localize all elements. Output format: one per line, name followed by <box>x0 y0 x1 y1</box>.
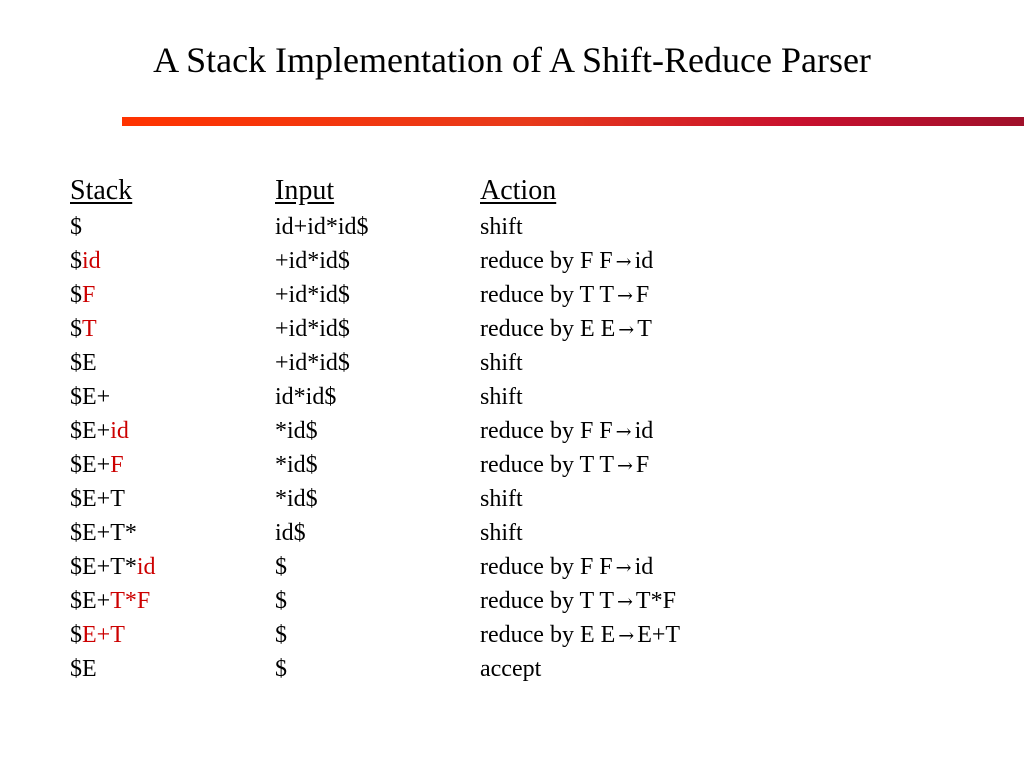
action-text: shift <box>480 350 523 376</box>
action-text: reduce by F <box>480 554 594 580</box>
right-arrow-icon: → <box>615 251 632 273</box>
stack-cell <box>70 278 95 312</box>
action-text: accept <box>480 656 542 682</box>
stack-cell <box>70 414 129 448</box>
parse-trace-table <box>0 210 1024 686</box>
production-rhs: id <box>634 248 654 274</box>
stack-cell <box>70 516 137 550</box>
stack-base: $E+ <box>70 452 111 478</box>
title-divider <box>122 117 1024 126</box>
stack-handle: E+T <box>82 622 125 648</box>
input-cell: $ <box>275 656 287 682</box>
action-cell <box>480 380 523 414</box>
production-lhs: F <box>599 418 613 444</box>
action-cell <box>480 550 653 585</box>
production-rhs: T <box>637 316 652 342</box>
action-text: shift <box>480 214 523 240</box>
stack-cell <box>70 346 97 380</box>
stack-handle: F <box>110 452 124 478</box>
table-row <box>0 448 1024 482</box>
production-rhs: E+T <box>637 622 681 648</box>
table-row <box>0 584 1024 618</box>
stack-cell <box>70 448 124 482</box>
table-row <box>0 346 1024 380</box>
production-lhs: F <box>599 248 613 274</box>
stack-base: $E <box>70 656 97 682</box>
table-row <box>0 618 1024 652</box>
slide-title: A Stack Implementation of A Shift-Reduce Parser <box>153 40 871 80</box>
stack-cell <box>70 380 110 414</box>
stack-cell <box>70 244 101 278</box>
table-row <box>0 482 1024 516</box>
action-cell <box>480 516 523 550</box>
table-row <box>0 516 1024 550</box>
stack-cell <box>70 652 97 686</box>
stack-cell <box>70 482 125 516</box>
stack-base: $E+T <box>70 486 125 512</box>
action-text: reduce by F <box>480 418 594 444</box>
input-cell: *id$ <box>275 486 318 512</box>
action-text: reduce by F <box>480 248 594 274</box>
production-lhs: T <box>599 282 614 308</box>
input-cell: id*id$ <box>275 384 337 410</box>
action-cell <box>480 244 653 279</box>
production-lhs: F <box>599 554 613 580</box>
action-cell <box>480 414 653 449</box>
production-lhs: T <box>599 452 614 478</box>
table-row <box>0 244 1024 278</box>
stack-base: $ <box>70 214 82 240</box>
input-cell: +id*id$ <box>275 350 350 376</box>
stack-base: $E+ <box>70 384 111 410</box>
production-rhs: id <box>634 554 654 580</box>
stack-cell <box>70 584 150 618</box>
right-arrow-icon: → <box>615 421 632 443</box>
stack-handle: id <box>136 554 156 580</box>
action-cell <box>480 584 676 619</box>
action-text: reduce by E <box>480 622 595 648</box>
action-column-header: Action <box>480 175 557 206</box>
stack-cell <box>70 312 97 346</box>
action-text: shift <box>480 384 523 410</box>
production-rhs: F <box>635 282 650 308</box>
stack-base: $ <box>70 248 82 274</box>
input-cell: id+id*id$ <box>275 214 369 240</box>
right-arrow-icon: → <box>617 455 633 477</box>
right-arrow-icon: → <box>618 319 635 341</box>
stack-base: $E <box>70 350 97 376</box>
action-cell <box>480 210 523 244</box>
input-cell: $ <box>275 622 287 648</box>
stack-base: $E+ <box>70 418 111 444</box>
input-cell: $ <box>275 588 287 614</box>
stack-handle: id <box>82 248 101 274</box>
stack-base: $ <box>70 282 82 308</box>
production-rhs: F <box>635 452 650 478</box>
right-arrow-icon: → <box>615 557 632 579</box>
stack-base: $ <box>70 316 82 342</box>
input-cell: +id*id$ <box>275 248 350 274</box>
input-cell: id$ <box>275 520 306 546</box>
stack-base: $E+ <box>70 588 111 614</box>
production-rhs: id <box>634 418 654 444</box>
right-arrow-icon: → <box>617 591 633 613</box>
table-row <box>0 278 1024 312</box>
stack-handle: id <box>110 418 129 444</box>
action-text: reduce by E <box>480 316 595 342</box>
stack-cell <box>70 618 125 652</box>
action-cell <box>480 618 680 653</box>
table-row <box>0 210 1024 244</box>
action-text: reduce by T <box>480 452 594 478</box>
production-lhs: E <box>600 622 616 648</box>
production-lhs: T <box>599 588 614 614</box>
right-arrow-icon: → <box>617 285 633 307</box>
table-row <box>0 414 1024 448</box>
production-rhs: T*F <box>635 588 676 614</box>
stack-cell <box>70 210 82 244</box>
input-cell: $ <box>275 554 287 580</box>
stack-base: $ <box>70 622 82 648</box>
stack-base: $E+T* <box>70 554 137 580</box>
input-cell: +id*id$ <box>275 316 350 342</box>
input-cell: +id*id$ <box>275 282 350 308</box>
stack-base: $E+T* <box>70 520 137 546</box>
stack-column-header: Stack <box>70 175 133 206</box>
stack-handle: T <box>82 316 97 342</box>
input-column-header: Input <box>275 175 335 206</box>
table-row <box>0 380 1024 414</box>
action-text: reduce by T <box>480 588 594 614</box>
table-row <box>0 312 1024 346</box>
action-cell <box>480 278 649 313</box>
table-row <box>0 652 1024 686</box>
action-cell <box>480 652 541 686</box>
action-cell <box>480 482 523 516</box>
action-cell <box>480 448 649 483</box>
action-text: shift <box>480 486 523 512</box>
stack-handle: T*F <box>110 588 151 614</box>
action-cell <box>480 346 523 380</box>
action-cell <box>480 312 652 347</box>
action-text: shift <box>480 520 523 546</box>
input-cell: *id$ <box>275 452 318 478</box>
stack-handle: F <box>82 282 96 308</box>
action-text: reduce by T <box>480 282 594 308</box>
stack-cell <box>70 550 156 584</box>
production-lhs: E <box>600 316 616 342</box>
input-cell: *id$ <box>275 418 318 444</box>
right-arrow-icon: → <box>618 625 635 647</box>
table-row <box>0 550 1024 584</box>
